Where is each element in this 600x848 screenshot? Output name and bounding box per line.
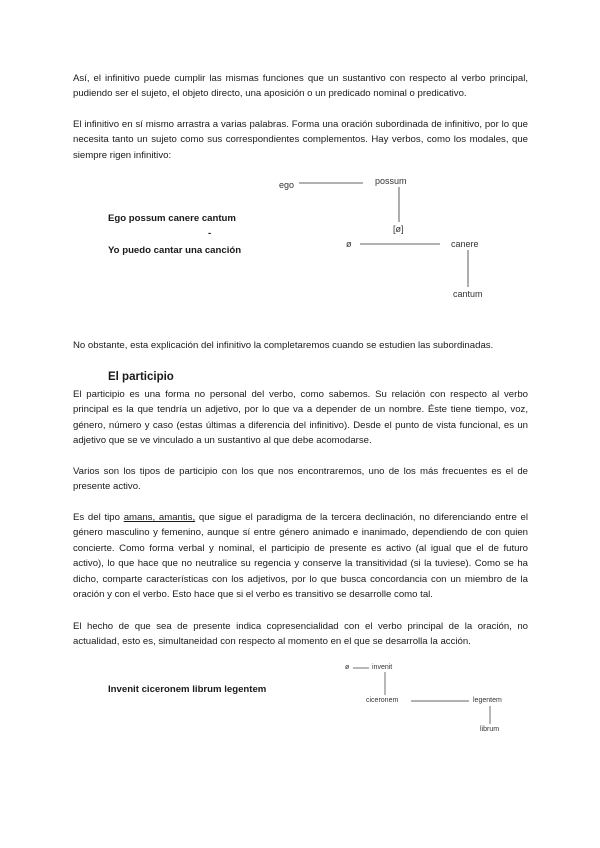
- paragraph-participio-types: Varios son los tipos de participio con los que nos encontraremos, uno de los más frecuentes es el de presente activo.: [73, 466, 528, 493]
- paragraph-infinitive-note: No obstante, esta explicación del infinitivo la completaremos cuando se estudien las subordinadas.: [73, 340, 494, 351]
- diagram-word-legentem: legentem: [473, 697, 502, 704]
- paragraph-infinitive-functions: Así, el infinitivo puede cumplir las mismas funciones que un sustantivo con respecto al verbo principal, pudiendo ser el sujeto, el objeto directo, una aposición o un predicado nominal o predicativo.: [73, 73, 528, 100]
- diagram-word-zero: ø: [346, 239, 352, 249]
- example-latin-1: Ego possum canere cantum: [108, 213, 236, 224]
- paragraph-participio-definition: El participio es una forma no personal del verbo, como sabemos. Su relación con respecto al verbo principal es la que tendría un adjetivo, por lo que va a depender de un nombre. Éste tiene tiempo, voz, género, número y caso (estas últimas a diferencia del infinitivo). Desde el punto de vista funcional, es un adjetivo que se ve vinculado a un sustantivo al que debe acomodarse.: [73, 389, 528, 447]
- paragraph-copresentiality: El hecho de que sea de presente indica copresencialidad con el verbo principal de la oración, no actualidad, esto es, simultaneidad con respecto al momento en el que se desarrolla la acción.: [73, 621, 528, 648]
- diagram-word-zero-bracket: [ø]: [393, 224, 404, 234]
- diagram-word-ego: ego: [279, 180, 295, 190]
- diagram-word-ciceronem: ciceronem: [366, 697, 399, 704]
- example-spanish-1: Yo puedo cantar una canción: [108, 245, 242, 256]
- diagram-word-zero-2: ø: [345, 664, 350, 671]
- diagram-word-invenit: invenit: [372, 664, 393, 671]
- paragraph-present-active: [73, 510, 528, 602]
- diagram-word-possum: possum: [375, 176, 407, 186]
- paragraph-infinitive-subordinate: El infinitivo en sí mismo arrastra a varias palabras. Forma una oración subordinada de infinitivo, por lo que necesita tanto un sujeto como sus correspondientes complementos. Hay verbos, como los modales, que siempre rigen infinitivo:: [73, 119, 528, 161]
- text-segment: Es del tipo: [73, 512, 124, 523]
- term-amans-amantis: amans, amantis,: [123, 512, 196, 523]
- example-dash: -: [208, 228, 212, 239]
- diagram-word-cantum: cantum: [453, 289, 483, 299]
- example-latin-2: Invenit ciceronem librum legentem: [108, 684, 267, 695]
- text-segment: que sigue el paradigma de la tercera declinación, no diferenciando entre el género masculino y femenino, aunque sí entre género animado e inanimado, dependiendo de con quien concierte. Como forma verbal y nominal, el participio de presente es activo (al igual que el de futuro activo), lo que hace que no neutralice su regencia y conserve la transitividad (si la tuviese). Como se ha dicho, comparte características con los adjetivos, por lo que busca concordancia con un miembro de la oración y con el verbo. Esto hace que si el verbo es transitivo se desarrolle como tal.: [73, 512, 529, 601]
- diagram-word-canere: canere: [451, 239, 479, 249]
- diagram-word-librum: librum: [480, 726, 500, 733]
- section-heading-participio: El participio: [108, 371, 174, 383]
